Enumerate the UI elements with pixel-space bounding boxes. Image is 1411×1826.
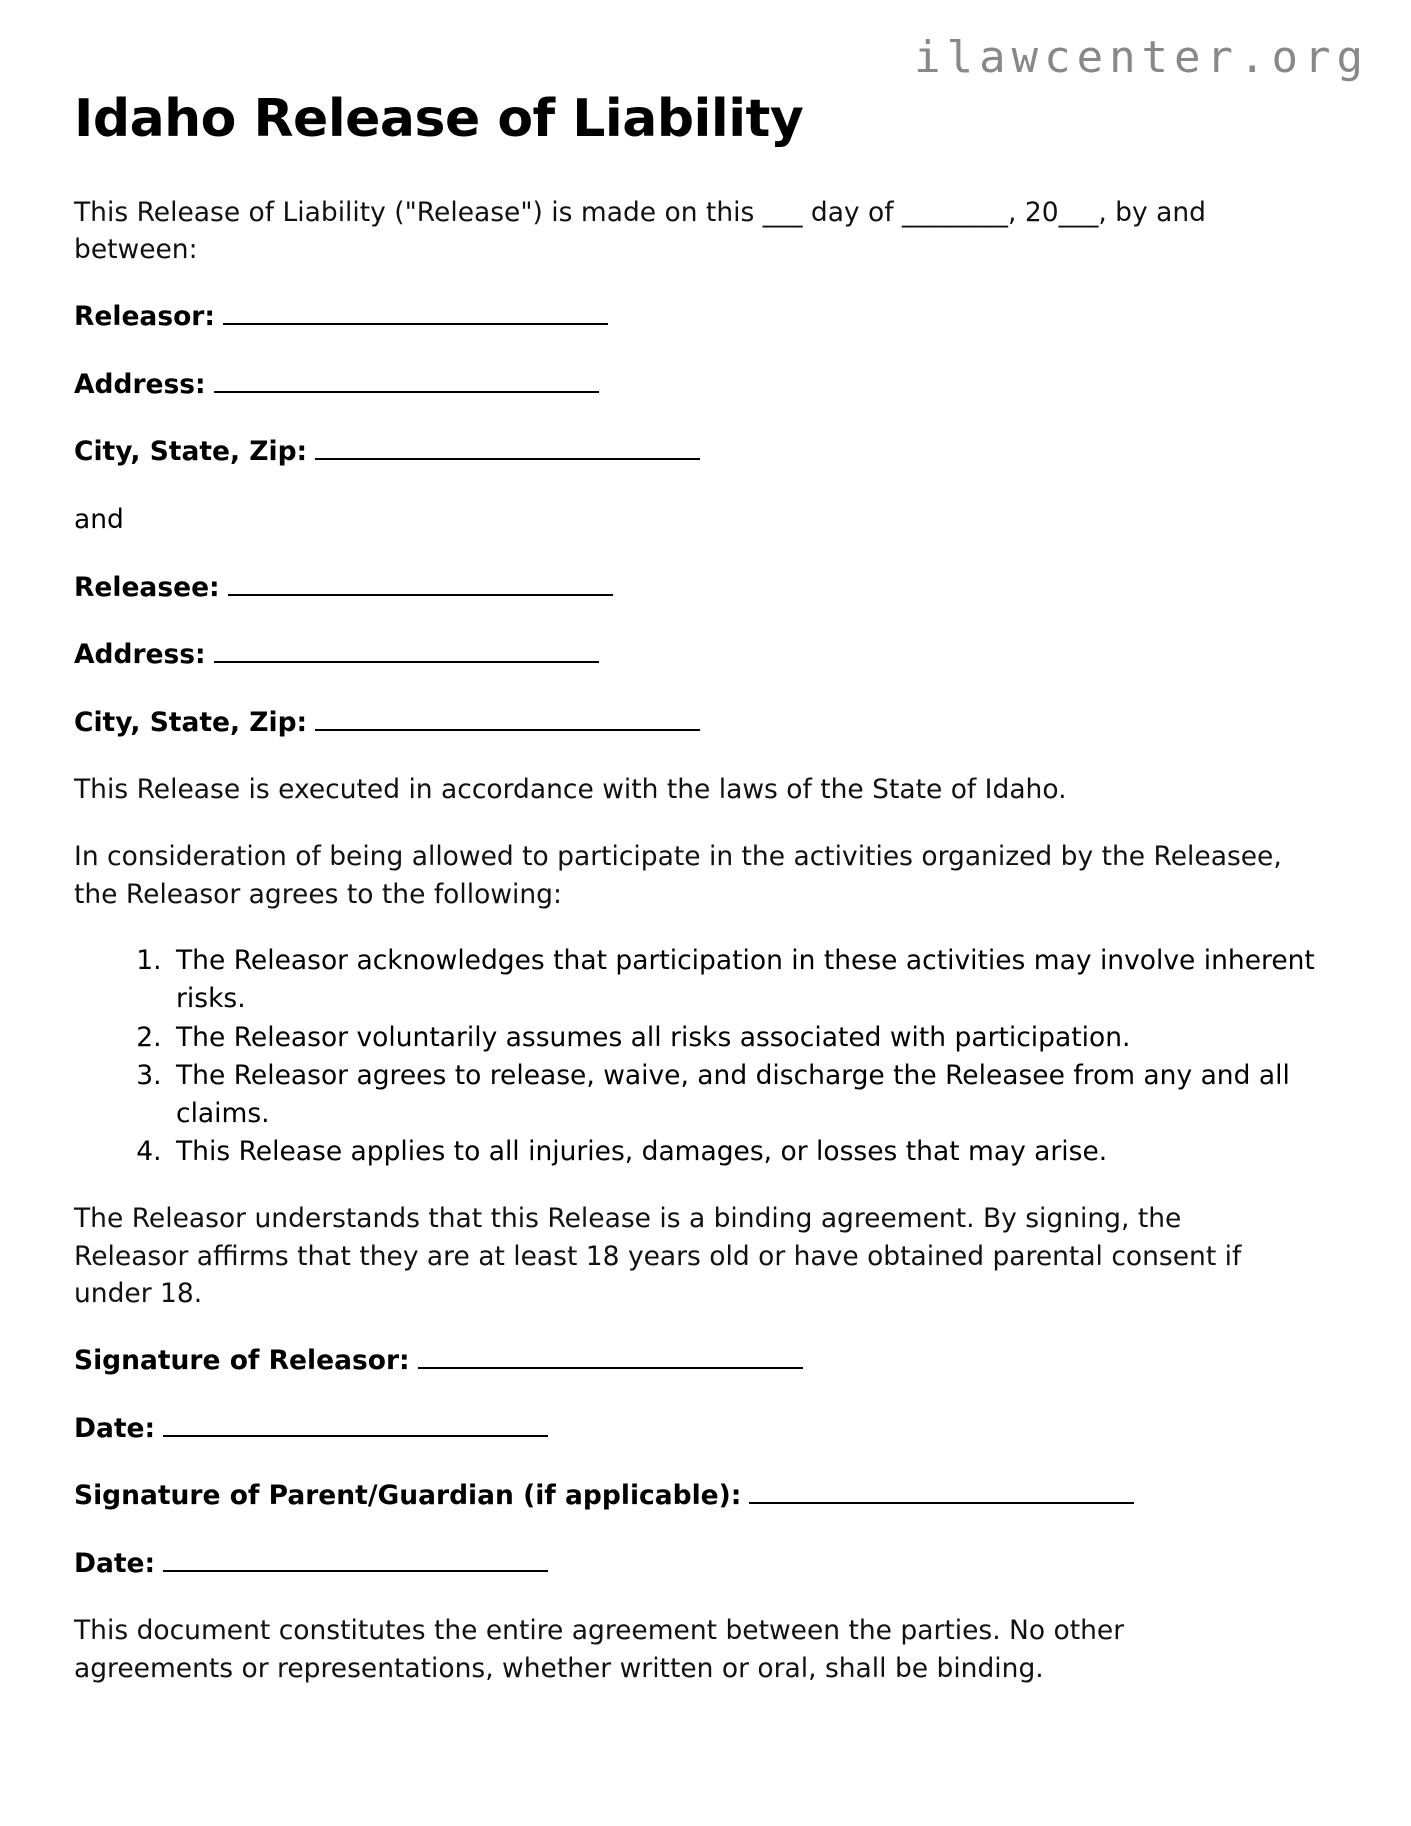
field-releasor-date[interactable] [74,1410,1336,1448]
page-title: Idaho Release of Liability [74,89,804,149]
field-releasor-name[interactable] [74,298,1336,336]
field-label-releasor-city-state-zip: City, State, Zip: [74,436,308,468]
field-input-releasee-address[interactable] [214,637,599,663]
field-guardian-signature[interactable] [74,1477,1336,1515]
field-releasee-city-state-zip[interactable] [74,704,1336,742]
field-label-releasee-city-state-zip: City, State, Zip: [74,706,308,738]
field-input-releasor-date[interactable] [163,1410,548,1436]
entire-agreement-paragraph: This document constitutes the entire agreement between the parties. No other agreements or representations, whether written or oral, shall be binding. [74,1615,1125,1685]
binding-agreement-paragraph: The Releasor understands that this Release is a binding agreement. By signing, the Releasor affirms that they are at least 18 years old or have obtained parental consent if under 18. [74,1203,1242,1310]
field-input-releasor-address[interactable] [214,366,599,392]
field-label-guardian-signature: Signature of Parent/Guardian (if applicable): [74,1480,742,1512]
consideration-paragraph: In consideration of being allowed to participate in the activities organized by the Releasee, the Releasor agrees to the following: [74,841,1282,910]
document-body [74,90,1336,1717]
conjunction-and: and [74,503,124,535]
field-input-guardian-date[interactable] [163,1545,548,1571]
field-label-releasor-date: Date: [74,1412,156,1444]
list-item: 3. The Releasor agrees to release, waive, and discharge the Releasee from any and all claims. [170,1057,1336,1132]
field-releasee-address[interactable] [74,636,1336,674]
field-input-releasee-name[interactable] [228,569,613,595]
field-input-releasee-city-state-zip[interactable] [315,704,700,730]
field-releasor-city-state-zip[interactable] [74,433,1336,471]
terms-list [74,942,1336,1171]
list-item: 4. This Release applies to all injuries, damages, or losses that may arise. [170,1133,1336,1171]
site-watermark: ilawcenter.org [914,32,1369,83]
field-label-releasor-name: Releasor: [74,301,215,333]
field-label-releasee-address: Address: [74,639,206,671]
field-input-releasor-name[interactable] [223,299,608,325]
field-releasee-name[interactable] [74,569,1336,607]
field-label-releasor-address: Address: [74,368,206,400]
field-guardian-date[interactable] [74,1545,1336,1583]
governing-law-paragraph: This Release is executed in accordance with the laws of the State of Idaho. [74,774,1067,806]
field-label-releasee-name: Releasee: [74,571,220,603]
field-label-releasor-signature: Signature of Releasor: [74,1344,410,1376]
intro-paragraph: This Release of Liability ("Release") is made on this ___ day of ________, 20___, by and between: [74,196,1206,266]
field-releasor-address[interactable] [74,366,1336,404]
field-label-guardian-date: Date: [74,1547,156,1579]
field-input-releasor-city-state-zip[interactable] [315,434,700,460]
list-item: 1. The Releasor acknowledges that participation in these activities may involve inherent risks. [170,942,1336,1017]
field-input-guardian-signature[interactable] [749,1478,1134,1504]
list-item: 2. The Releasor voluntarily assumes all risks associated with participation. [170,1019,1336,1057]
field-releasor-signature[interactable] [74,1342,1336,1380]
field-input-releasor-signature[interactable] [418,1343,803,1369]
